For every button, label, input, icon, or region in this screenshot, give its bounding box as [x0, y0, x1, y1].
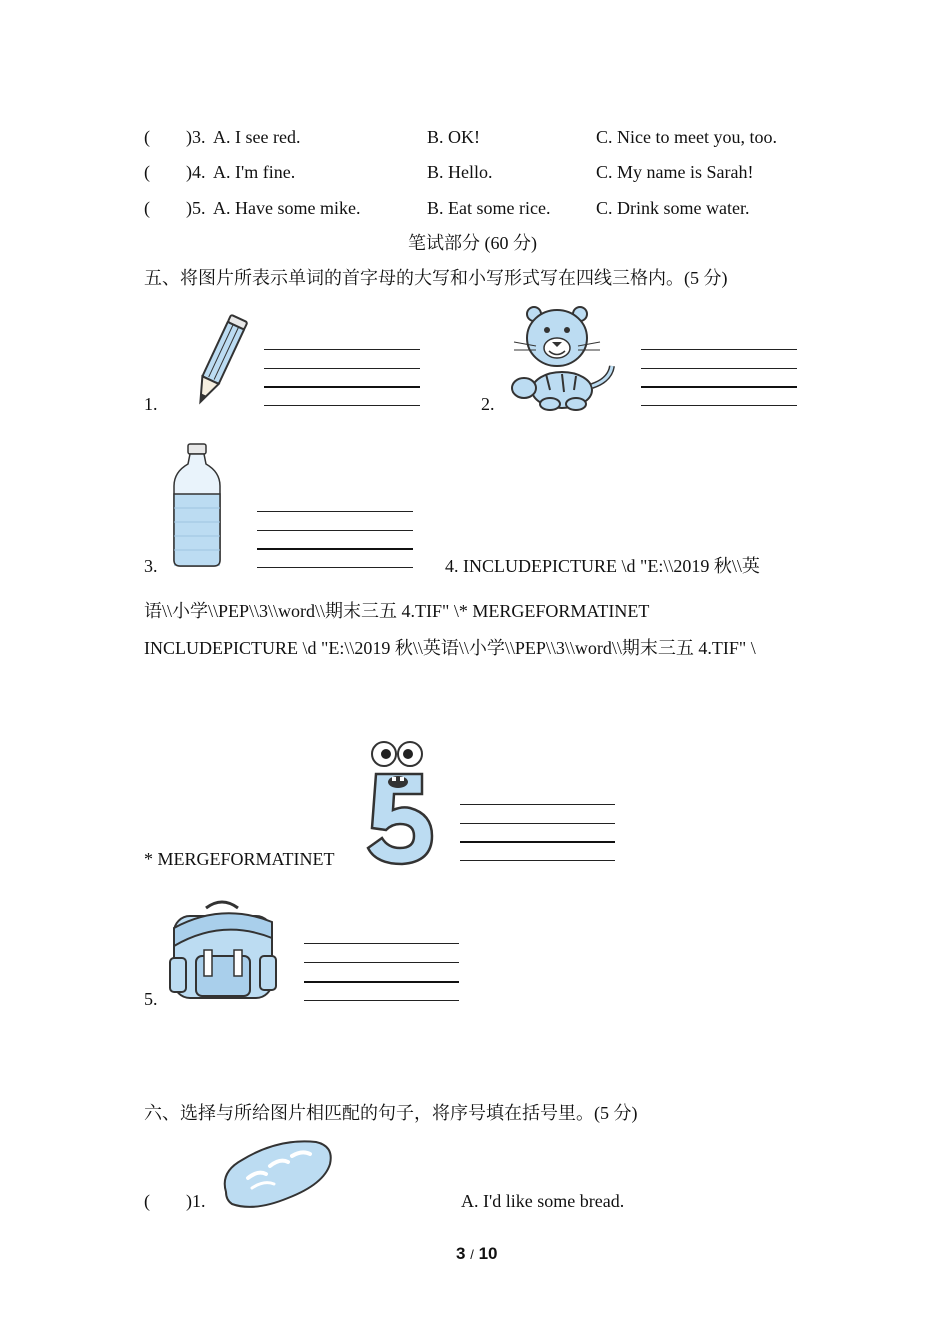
written-section-heading: 笔试部分 (60 分)	[408, 233, 537, 253]
page-separator: /	[470, 1247, 474, 1262]
item-2-label: 2.	[481, 394, 495, 414]
page-total: 10	[478, 1244, 498, 1263]
item-3-label: 3.	[144, 556, 158, 576]
page-number	[456, 1244, 497, 1264]
section6-title: 六、选择与所给图片相匹配的句子，将序号填在括号里。(5 分)	[144, 1103, 638, 1123]
option-b: B. OK!	[427, 127, 480, 147]
item-number: ( )5.	[144, 198, 206, 218]
option-c: C. My name is Sarah!	[596, 162, 754, 182]
water-bottle-picture	[168, 442, 226, 570]
item-4-field-code-line-4: * MERGEFORMATINET	[144, 849, 335, 869]
backpack-picture	[166, 898, 280, 1002]
item-4-field-code-line-2: 语\\小学\\PEP\\3\\word\\期末三五 4.TIF" \* MERGEFORMATINET	[144, 601, 650, 621]
option-a: A. Have some mike.	[213, 198, 361, 218]
bread-picture	[218, 1136, 336, 1210]
item-5-label: 5.	[144, 989, 158, 1009]
option-b: B. Eat some rice.	[427, 198, 551, 218]
section5-title: 五、将图片所表示单词的首字母的大写和小写形式写在四线三格内。(5 分)	[144, 268, 728, 288]
item-number: ( )3.	[144, 127, 206, 147]
page-current: 3	[456, 1244, 466, 1263]
item-4-field-code-line-1: 4. INCLUDEPICTURE \d "E:\\2019 秋\\英	[445, 556, 760, 576]
option-a: A. I see red.	[213, 127, 301, 147]
item-1-label: 1.	[144, 394, 158, 414]
option-c: C. Drink some water.	[596, 198, 750, 218]
item-number: ( )4.	[144, 162, 206, 182]
option-c: C. Nice to meet you, too.	[596, 127, 777, 147]
number-five-picture	[362, 738, 436, 866]
tiger-picture	[506, 304, 618, 412]
pencil-picture	[188, 314, 250, 410]
section6-item-1: ( )1.	[144, 1191, 206, 1211]
option-a: A. I'm fine.	[213, 162, 296, 182]
section6-option-a: A. I'd like some bread.	[461, 1191, 625, 1211]
item-4-field-code-line-3: INCLUDEPICTURE \d "E:\\2019 秋\\英语\\小学\\PEP\\3\\word\\期末三五 4.TIF" \	[144, 638, 756, 658]
option-b: B. Hello.	[427, 162, 493, 182]
